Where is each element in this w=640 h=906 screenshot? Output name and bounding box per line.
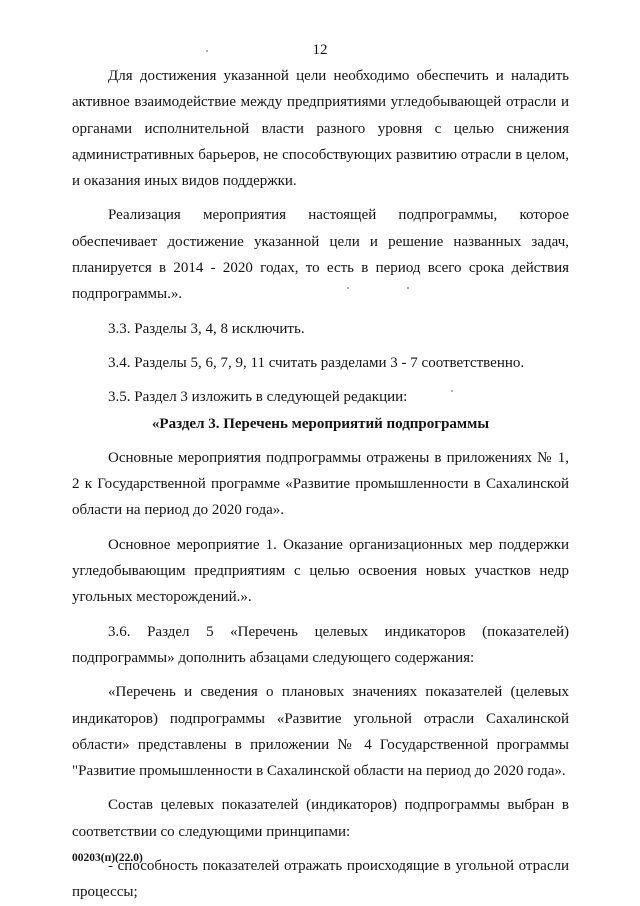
paragraph-goal: Для достижения указанной цели необходимо обеспечить и наладить активное взаимодействие между предприятиями угледобывающей отрасли и органами исполнительной власти разного уровня с целью снижения административных барьеров, не способствующих развитию отрасли в целом, и оказания иных видов поддержки. bbox=[72, 68, 569, 190]
scan-speck bbox=[451, 390, 453, 392]
page-number: 12 bbox=[312, 42, 328, 58]
section-3-heading: «Раздел 3. Перечень мероприятий подпрограммы bbox=[151, 415, 490, 432]
paragraph-3-4: 3.4. Разделы 5, 6, 7, 9, 11 считать разделами 3 - 7 соответственно. bbox=[108, 354, 525, 371]
paragraph-activity-1: Основное мероприятие 1. Оказание организационных мер поддержки угледобывающим предприятиям с целью освоения новых участков недр угольных месторождений.». bbox=[72, 536, 569, 606]
paragraph-3-3: 3.3. Разделы 3, 4, 8 исключить. bbox=[108, 320, 305, 337]
paragraph-3-5: 3.5. Раздел 3 изложить в следующей редакции: bbox=[108, 389, 408, 406]
scan-speck bbox=[347, 287, 349, 289]
document-body bbox=[72, 63, 569, 906]
scan-speck bbox=[407, 287, 409, 289]
paragraph-3-6: 3.6. Раздел 5 «Перечень целевых индикаторов (показателей) подпрограммы» дополнить абзацами следующего содержания: bbox=[72, 623, 569, 666]
document-code: 00203(п)(22.0) bbox=[72, 852, 143, 864]
paragraph-indicators-list: «Перечень и сведения о плановых значениях показателей (целевых индикаторов) подпрограммы «Развитие угольной отрасли Сахалинской области» представлены в приложении № 4 Государственной программы "Развитие промышленности в Сахалинской области на период до 2020 года». bbox=[72, 684, 569, 780]
paragraph-main-activities: Основные мероприятия подпрограммы отражены в приложениях № 1, 2 к Государственной программе «Развитие промышленности в Сахалинской области на период до 2020 года». bbox=[72, 449, 569, 519]
paragraph-principle-1: - способность показателей отражать происходящие в угольной отрасли процессы; bbox=[72, 858, 569, 901]
paragraph-principles: Состав целевых показателей (индикаторов) подпрограммы выбран в соответствии со следующими принципами: bbox=[72, 797, 569, 840]
scan-speck bbox=[206, 50, 208, 52]
paragraph-implementation: Реализация мероприятия настоящей подпрограммы, которое обеспечивает достижение указанной цели и решение названных задач, планируется в 2014 - 2020 годах, то есть в период всего срока действия подпрограммы.». bbox=[72, 207, 569, 303]
